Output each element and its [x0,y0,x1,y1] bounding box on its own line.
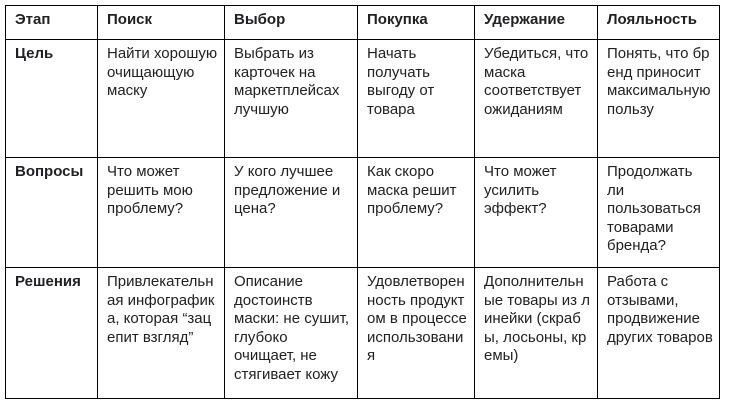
table-cell: Как скоро маска решит проблему? [358,158,475,268]
table-row-solutions [6,268,720,399]
row-label-solutions: Решения [6,268,98,399]
table-cell: Понять, что бренд приносит максимальную пользу [598,40,720,158]
row-label-goal: Цель [6,40,98,158]
header-purchase: Покупка [358,6,475,40]
table-row-goal [6,40,720,158]
table-cell: У кого лучшее предложение и цена? [225,158,358,268]
header-loyalty: Лояльность [598,6,720,40]
table-cell: Что может усилить эффект? [475,158,598,268]
cjm-table [5,5,720,399]
table-cell: Что может решить мою проблему? [98,158,225,268]
table-cell: Удовлетворенность продуктом в процессе использования [358,268,475,399]
header-choice: Выбор [225,6,358,40]
header-retention: Удержание [475,6,598,40]
table-cell: Работа с отзывами, продвижение других товаров [598,268,720,399]
table-cell: Продолжать ли пользоваться товарами бренда? [598,158,720,268]
table-cell: Дополнительные товары из линейки (скрабы, лосьоны, кремы) [475,268,598,399]
table-row-questions [6,158,720,268]
header-row [6,6,720,40]
table-cell: Выбрать из карточек на маркетплейсах лучшую [225,40,358,158]
header-stage: Этап [6,6,98,40]
table-cell: Начать получать выгоду от товара [358,40,475,158]
row-label-questions: Вопросы [6,158,98,268]
header-search: Поиск [98,6,225,40]
table-cell: Описание достоинств маски: не сушит, глубоко очищает, не стягивает кожу [225,268,358,399]
table-cell: Привлекательная инфографика, которая “зацепит взгляд” [98,268,225,399]
table-cell: Убедиться, что маска соответствует ожиданиям [475,40,598,158]
table-cell: Найти хорошую очищающую маску [98,40,225,158]
